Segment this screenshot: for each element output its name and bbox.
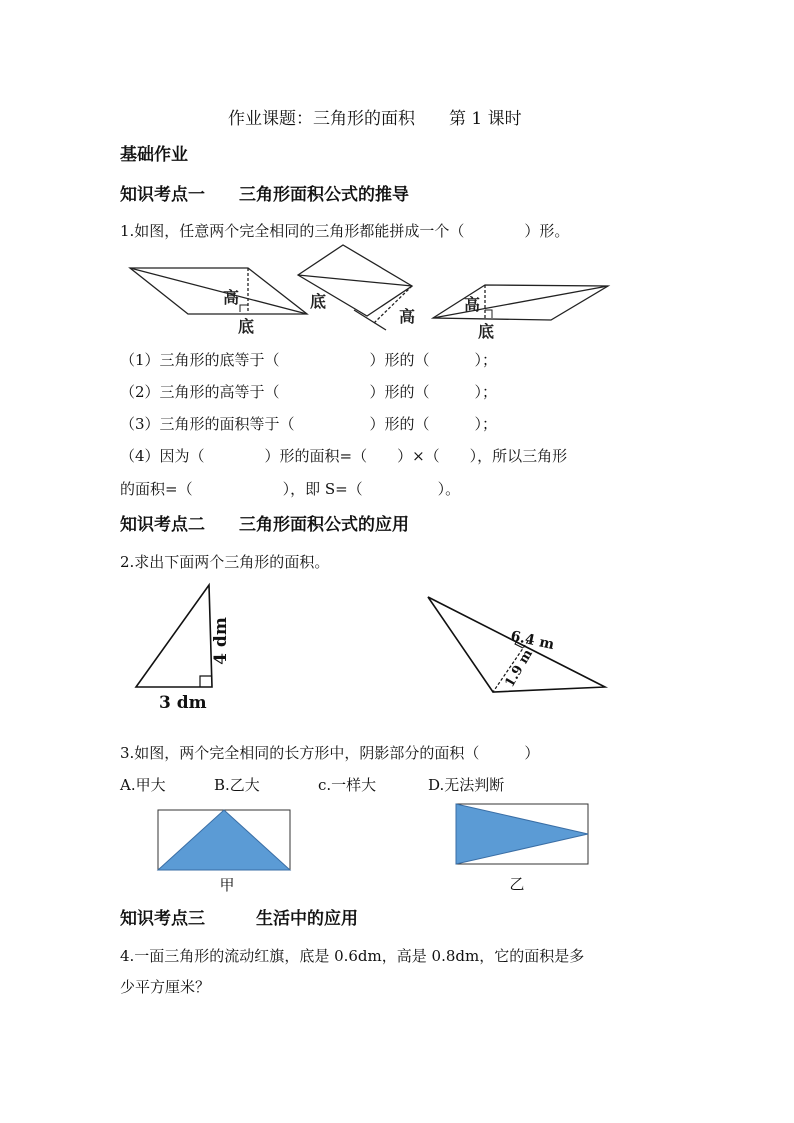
q3-option-a: A.甲大 <box>120 776 166 794</box>
question-1-stem: 1.如图，任意两个完全相同的三角形都能拼成一个（ ）形。 <box>120 222 570 240</box>
knowledge-point-3: 知识考点三 生活中的应用 <box>120 909 358 929</box>
shaded-triangle-a <box>158 810 290 870</box>
label-b: 乙 <box>509 875 525 893</box>
fig2-base-label: 底 <box>310 292 327 311</box>
q3-option-b: B.乙大 <box>214 776 260 794</box>
q3-option-d: D.无法判断 <box>428 776 505 794</box>
section-basic: 基础作业 <box>120 145 188 165</box>
q1-blank-2: （2）三角形的高等于（ ）形的（ ）； <box>120 383 498 401</box>
fig2-height-label: 高 <box>399 307 416 326</box>
shaded-triangle-b <box>456 804 588 864</box>
label-a: 甲 <box>219 876 235 894</box>
knowledge-point-2: 知识考点二 三角形面积公式的应用 <box>120 515 409 535</box>
t2-height-label: 1.9 m <box>502 647 536 690</box>
q1-blank-3: （3）三角形的面积等于（ ）形的（ ）； <box>120 415 498 433</box>
fig3-base-label: 底 <box>478 322 495 341</box>
t2-base-label: 6.4 m <box>509 628 556 654</box>
fig1-height-label: 高 <box>223 288 240 307</box>
q4-line-2: 少平方厘米？ <box>120 978 211 996</box>
q4-line-1: 4.一面三角形的流动红旗，底是 0.6dm，高是 0.8dm，它的面积是多 <box>120 947 585 965</box>
t1-height-label: 4 dm <box>211 617 231 665</box>
question-2-stem: 2.求出下面两个三角形的面积。 <box>120 553 330 571</box>
t1-base-label: 3 dm <box>159 693 207 713</box>
q1-blank-5: 的面积=（ ），即 S=（ ）。 <box>120 480 461 498</box>
q1-blank-1: （1）三角形的底等于（ ）形的（ ）； <box>120 351 498 369</box>
knowledge-point-1: 知识考点一 三角形面积公式的推导 <box>120 185 409 205</box>
fig1-base-label: 底 <box>238 317 255 336</box>
fig3-height-label: 高 <box>464 295 481 314</box>
q3-option-c: c.一样大 <box>318 776 377 794</box>
q1-blank-4: （4）因为（ ）形的面积=（ ）×（ ），所以三角形 <box>120 447 568 465</box>
page-title: 作业课题：三角形的面积 第 1 课时 <box>228 109 522 129</box>
question-3-stem: 3.如图，两个完全相同的长方形中，阴影部分的面积（ ） <box>120 744 540 762</box>
